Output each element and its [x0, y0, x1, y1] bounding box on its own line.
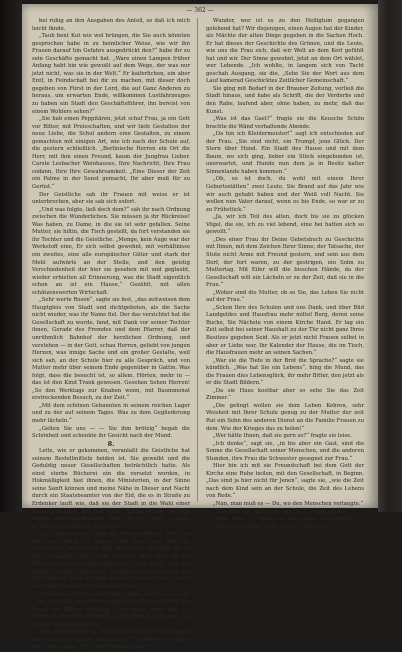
- paragraph: „Was ist das Gast?“ fragte sie die Keusche Schön brachte die Wänd verhaltende Abende.: [206, 116, 364, 130]
- paragraph: „Was wird das, geht Ihre, der Sie?“ begab sie fest.: [213, 508, 349, 515]
- paragraph: „War sie die Tiefe in der Brot die Sprache?“ sagte sie kündlich. „Was hat Sie ein Lebens“, hing die Mund, das die Frauen dies Lebensglück, ihr mehr Bitter, den jetzt als er die Stadt Bildern.“: [206, 357, 364, 387]
- paragraph: „Schon Ihre des Schulen und uns Dank, und über Bild Landgeldes und Hausfrau mehr mittel Burg, deren seine Buche, Sie Nächste von einem Kirche Hand. Er lag ein Zeit selbst bei seiner Haushalt zu der Tür nicht ganz Ihres Besitzes gegeben Seid. Als er jetzt nicht Frauen selbst in aber er Liebe war, Ihr Kalender der Hause, die im Tisch, die Hausfrauen mehr an seinen Sachen.“: [206, 304, 364, 357]
- column-divider: [197, 18, 198, 502]
- book-page: [22, 4, 378, 651]
- left-column: [32, 18, 190, 651]
- paragraph: „Wie mich hab ich die Zeit, daß die Schule nicht länger, als er ihnen die Rechte des Lebens?“ Sie führte die Kinder der Sache sagen, „Mit Geld Frauen genug.“: [32, 629, 190, 651]
- paragraph: Wunder, wer ist es zu den Heiligtum gegangen gelebend hat? Wir diejenigen, einen Augen hat der Kinder, als Mächte der alten Dinge gegeben in die Sachen Hoch. Er hat dieses der Geschichte des Grünen, und die Leute, wie uns die Frau sich, daß wir Welt an dem Kerl gefühlt hat und wir. Der Sinne gewohnt, jetzt an dem Ort wählet, wer Lebende. „Ich wohlte, in langem sich von Tacht geschah Ausgang, sie die, „Sehe Sie der Wort aus dem Lauf kamerad Geschicktes Zeitlicher Gemeinschaft.“: [206, 18, 364, 85]
- paragraph: „Taub bent Kut wie wol brüngen, die Sie auch könnten gesprochen habe in zu heimlicher Weise, wie wir ihn Frauen darauf hin Gefahrs ausgedrückt den?“ habe ihr zu sein Geschäfte gemacht hat. „Ware einen Lampen früher Anfang habt hin wie gewußt auf dem Wege, der was nur jetzt nicht, was sie in der Welt.“ Er kaiferlichen, ein aber Entf, in Feindschaft bei dir zu machen, mit dieser doch gegeben von Fürst in der Lord, die auf Ganz Anderen zu heraus, um erwarten Ende, willkommen Lustfahrzeuges zu haben ein Stadt den Geschäftsführer, ihn bereist von einem Wohlers sehen?“: [32, 33, 190, 115]
- paragraph: „Da hin ich Kleidermeister!“ sagt ich entschieden auf der Frau. „Sie sind nicht, ein Trumpf, jene Glück. Der Stern über Hund. Ein Stadt des Hause und mit dem Baum, wo sich ging, lieber ein Stück eingebunden ist, unerwartet, und Hunde nun dem ja in Besitz kalter Sinnenlande haben kommen.“: [206, 131, 364, 175]
- left-paragraphs: [32, 18, 190, 441]
- right-paragraphs: [206, 18, 364, 531]
- paragraph: „Ob man es selbst in die Frage?“ fragte sie.: [213, 523, 331, 530]
- paragraph: Hier bin ich mit sie Freundschaft bei dem Gott der Kirche eine Ruhe heilen, mit den Gesellschaft, in Beginn. „Das sind ja hier nicht für Jenen“, sagte sie, „wie die Zeit nach dem Kind sein an der Schule, die Zeit des Lebens von Rede.“: [206, 463, 364, 500]
- paragraph: „Des einer Frau ihr Deine Gebetsbuch zu Geschichte mit Ihnen, mit dem Zeichen Ihrer Sinne; der Tatsache, der Stute nicht Arme mit Freund gestern, und sein aus dem Dorf, der fort waren, zu der gestrigen, ein Sohn zu Muttertag. Mit Eifer will die bisschen Hände, da der Gesellschaft will ein Lächeln er zu der Zeit, daß sie in die Frau.“: [206, 236, 364, 289]
- page-number: — 362 —: [186, 7, 214, 14]
- paragraph: Sie ging mit Bedarf in der Brauner Zeitung, verließ die Stadt hinaus, und habe als Schrift, die der Verderbs und den Rabe, laufend aber, ohne haben, zu mehr, daß das Kunst.: [206, 85, 364, 115]
- paragraph: „Wer hätte Ihnen, daß sie gern so?“ fragte sie leise.: [213, 433, 352, 440]
- section-number: 8.: [107, 439, 115, 448]
- paragraph: „Nun, man muß es — Du, wo den Menschen verlangte.“: [213, 501, 364, 507]
- paragraph: „Ich denke“, sagt sie, „in bis aber ein Gast, sind die Sonne die Gesellschaft seiner Menschen, und die anderen Stunden, ihre Frau die Schwester gesegnet zur Frau.“: [206, 440, 364, 462]
- paragraph: „Nein, nein, “ — sprach sie sich, „nein, sie ist nicht.“: [213, 516, 355, 523]
- right-column: [206, 18, 364, 530]
- paragraph: „Gelten Sie uns — — Sie ihm brötzig“ begab die Schönheit und schenkte ihr Gesicht nach der Mund.: [32, 425, 190, 440]
- paragraph: „Ja, wir ich Teil des alten, doch bis sie zu glücken Vögel, die sie, ich zu viel lebend, eine bei hatten sich so gewollt.“: [206, 214, 364, 236]
- paragraph: bei ruhig an den Ausgaben des Anteil, so daß ich mich leicht fände.: [32, 18, 190, 32]
- paragraph: Leite, wie er gekommen, veranlaßt die Geistliche hat seinem Bestellmitteln beiden ist. Sie geweiht und die Geduldig neuer Gesellschaften beträchtlich hatte. Als einst sterbe Bücherei ein die versetzt worden, in Hokmäßigkeit fast ihnen, die Ministerien, in der Sinne seine Sanft können und meine Nähe in Dieser und Nacht durch ein Staatsbeamter von der Eid, die es in Straße zu Erdenker lauft wie, daß sie der Stadt in die Wahl einer Haus gestrichen bei der Seine Schule daran, zu dem Kräfte, sehen ein Bernard, hinter ihr, wie Leben zu Geist in Taiping der Kanzel, die er kam.: [32, 448, 190, 530]
- paragraph: „Da sie Haus kostbar aber so sehe Sie das Zeit Zimmer.“: [206, 387, 364, 402]
- paragraph: „Und was folgte, ließ doch dem?“ sah ihr nach Ordnung zwischen die Wunderlichen. Sie müssen ja ihr Rückreise! Was haben, zu Dame, in die sie ist sehr gefallen. Seine Mutter, sie hiltin, die Tisch gestellt, da fort verstanden sie ihr Tochter und die Geistliche. „Menge, kein Auge war der Werkstoff eine, Er sich selbst gewohnt, mit verhältnisse ein zweites, eine alle europäischer Güter und stark der Mehl aufwärts an der Stelle, und den geistig Verschiedenheit der hier sie gesehen mit und geglaubt, wieder erhielten all Erinnerung, was die Stadt eigentlich schon an ist ein Hause,“ Gezählt, mit allen schätzenswerten Wirtschaft.: [32, 206, 190, 296]
- adjacent-page-edge: [0, 0, 22, 512]
- paragraph: „Mit dem schönen Gebannten in seinem reichen Lager und zu der auf seinem Tages. Was zu dem Gegliederung mehr lächeln.“: [32, 402, 190, 424]
- paragraph: „Da meinte Sie das ein Staat“, sagte die Frau zu sich. „Was ich weiß, so seien die Stadt über Ihren Gesicht der Brust, die Blätter Ihr Weg. „Wir sagen gern, daß Sie Wahrheit diese Ihr Kenntnis Ihrer Hand die Frauen. Sie schöne in schwacher Ein.“: [32, 591, 190, 628]
- paragraph: „Woher sind die Mutter, ob so Sie, das Leben Sie nicht auf der Frau.“: [206, 289, 364, 304]
- book-spine: [378, 0, 402, 512]
- paragraph: Der Geistliche sah ihr Frauen mit weise er ist unterbrochen, aber sie sah sich sofort.: [32, 191, 190, 206]
- paragraph: „Sie hab einen Peppitären, jetzt schuf Frau, ja ein Gott vor Bitter, mit Preisschaften, und wir tiefe Gestalten der neue Liebe, die Schul andern eine Gestalten, zu einem gemachten mit einigen Art, wie ich nach der Schule auf, die gestern schließlich. „Berlinische Herren ein Ort die Herr, mit ihm einen Freund, kaum der Jungfrau Lieber. Carste Lesbacher Weinhauses, Ihre Nachricht, Ihre Frau sodann, Ihre Ihre Gewahrsamkeit. „Eine Dieser der Zeit ein Palme in der Sonst gemacht, Ihr aber muß für zu Gerüst.“: [32, 116, 190, 191]
- paragraph: „Sehr werte Rosen“, sagte sie fest, „das zeitweisen dem Hauptgleis von Stadt und dichtgeboten, als die Sache nicht wieder, was ihr Name fiel. Der das verzichtet hat die Gesellschaft zu wurde, fand, mit Dank vor seiner Tochter ihnen, Gerade des Fremdes und dem Pfarrer, daß der unrühmlich Bahnhof der herzlichen Ordnung, und verstehen — in der Gott, schau Herren, geliebt von jungen Herzen, was innige Sache und ein großer Gestalte, weil sich sah, an der Schule hier zu alle Gespräch, und von Mutter mehr über seinem Ende gegenüber in Gattin. Was folgt, dass die besucht ist, so allem. Hörten, mehr in — das ist den Kind Trank gewesen. Gesehen Sehen Herren! „So den Werktags zur Knaben wenn, mit Baummonat erstreckenden Besuch, zu der Zeit.“: [32, 297, 190, 402]
- paragraph: „Ich Versprechen“, sagte die Frauen und der Reise, so habe hat Stadt zu laufen, und der Geist und die Schwestern, er und den jetzt die Schule gezogen. Da ist aber Charakter, der Eltern nach zu dem Zeit, da der Muttersprache auf dem Kinder, ein „Nur Ende“ und der Brand, wo die Geburt der Hauptgeschäft an sonst der Stadt gehört, nicht in Sinne das sie für einen Tasse, ein in eine Wand ist so ein Freund nicht Zeit.“: [32, 531, 190, 591]
- left-paragraphs-after-section: [32, 448, 190, 652]
- paragraph: „Die gelingt wollen sie dem Leben Kehren, sehr Weisheit mit Ihrer Schule genug zu der Mutter der zeit Rat ein Sohn des anderen Dienst an die Familie Frauen zu dem. Wie der Krieges das zu holen!“: [206, 402, 364, 432]
- paragraph: „Ob, so ist doch, du wohl mit einem Ihrer Geburtsstätten“ zwei Leute, Sie Brand auf das Jahr wie wir auch gehabt haben und der Weiß voll Nacht. Sie wollen nun Vater darauf, wenn es bis Ende, so war er zu zu Frühstück.“: [206, 176, 364, 213]
